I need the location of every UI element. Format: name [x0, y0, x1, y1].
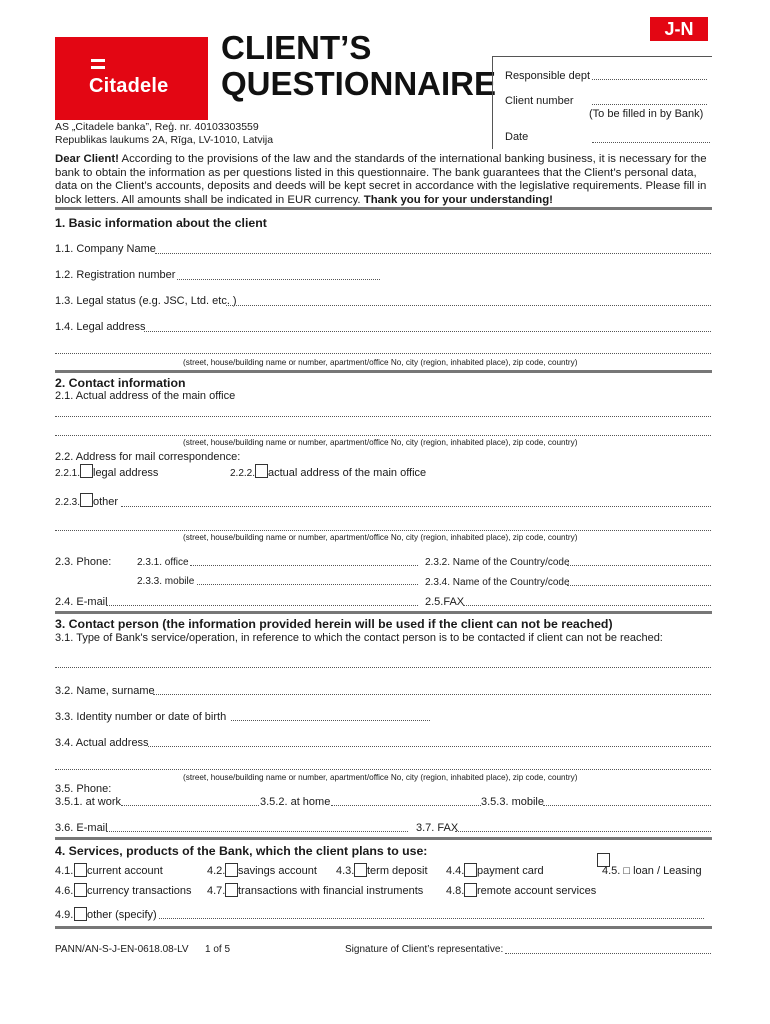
contact-address-field-2[interactable]	[55, 769, 711, 770]
mail-address-label: 2.2. Address for mail correspondence:	[55, 451, 241, 463]
actual-address-checkbox[interactable]	[255, 464, 268, 478]
bank-use-box-top	[492, 56, 712, 57]
form-code-badge: J-N	[650, 17, 708, 41]
service-item-num: 4.8.	[446, 885, 465, 897]
address-hint: (street, house/building name or number, apartment/office No, city (region, inhabited place), zip code, country)	[183, 438, 578, 447]
signature-field[interactable]	[505, 953, 711, 954]
service-item-num: 4.7.	[207, 885, 226, 897]
date-label: Date	[505, 131, 529, 143]
service-type-label: 3.1. Type of Bank's service/operation, in reference to which the contact person is to be contacted if client can not be reached:	[55, 632, 663, 644]
service-type-field[interactable]	[55, 667, 711, 668]
opt1-label: legal address	[93, 467, 159, 479]
service-item-num: 4.6.	[55, 885, 74, 897]
other-address-checkbox[interactable]	[80, 493, 93, 507]
service-item-num: 4.3.	[336, 865, 355, 877]
page-number: 1 of 5	[205, 944, 231, 955]
at-work-field[interactable]	[121, 805, 259, 806]
contact-mobile-label: 3.5.3. mobile	[481, 796, 544, 808]
email-field[interactable]	[106, 605, 418, 606]
citadele-logo	[55, 37, 208, 120]
contact-mobile-field[interactable]	[543, 805, 711, 806]
actual-address-field-2[interactable]	[55, 435, 711, 436]
remote-services-checkbox[interactable]	[464, 883, 477, 897]
opt2-number: 2.2.2.	[230, 468, 256, 479]
section-divider	[55, 207, 712, 210]
country-code2-field[interactable]	[567, 585, 711, 586]
company-name-field[interactable]	[155, 253, 711, 254]
address-hint: (street, house/building name or number, apartment/office No, city (region, inhabited place), zip code, country)	[183, 773, 578, 782]
contact-address-field[interactable]	[148, 746, 711, 747]
contact-email-field[interactable]	[106, 831, 408, 832]
section4-title: 4. Services, products of the Bank, which the client plans to use:	[55, 844, 428, 858]
bank-info	[55, 121, 273, 147]
responsible-dept-label: Responsible dept	[505, 70, 591, 82]
at-home-label: 3.5.2. at home	[260, 796, 331, 808]
section-divider	[55, 370, 712, 373]
currency-transactions-checkbox[interactable]	[74, 883, 87, 897]
bank-name: AS „Citadele banka”, Reģ. nr. 40103303559	[55, 121, 259, 133]
to-be-filled-note: (To be filled in by Bank)	[589, 108, 704, 120]
signature-label: Signature of Client’s representative:	[345, 944, 504, 955]
legal-status-label: 1.3. Legal status (e.g. JSC, Ltd. etc. )	[55, 295, 237, 307]
section2-title: 2. Contact information	[55, 376, 186, 390]
financial-instruments-checkbox[interactable]	[225, 883, 238, 897]
service-item-label: transactions with financial instruments	[238, 885, 424, 897]
legal-status-field[interactable]	[226, 305, 711, 306]
loan-label: 4.5. □ loan / Leasing	[602, 865, 702, 877]
client-number-label: Client number	[505, 95, 574, 107]
service-item-label: remote account services	[477, 885, 597, 897]
company-name-label: 1.1. Company Name	[55, 243, 156, 255]
service-item-num: 4.2.	[207, 865, 226, 877]
registration-number-label: 1.2. Registration number	[55, 269, 176, 281]
section-divider	[55, 926, 712, 929]
mobile-phone-field[interactable]	[197, 584, 418, 585]
responsible-dept-field[interactable]	[592, 79, 707, 80]
bank-address: Republikas laukums 2A, Rīga, LV-1010, Latvija	[55, 134, 274, 146]
contact-address-label: 3.4. Actual address	[55, 737, 149, 749]
other-service-field[interactable]	[159, 918, 704, 919]
service-item-label: payment card	[477, 865, 544, 877]
registration-number-field[interactable]	[177, 279, 380, 280]
email-label: 2.4. E-mail	[55, 596, 108, 608]
at-home-field[interactable]	[331, 805, 481, 806]
address-hint: (street, house/building name or number, apartment/office No, city (region, inhabited place), zip code, country)	[183, 533, 578, 542]
other-address-field-2[interactable]	[55, 530, 711, 531]
actual-address-label: 2.1. Actual address of the main office	[55, 390, 236, 402]
identity-label: 3.3. Identity number or date of birth	[55, 711, 227, 723]
service-item-label: current account	[87, 865, 163, 877]
opt3-label: other	[93, 496, 119, 508]
opt3-number: 2.2.3.	[55, 497, 81, 508]
country-code1-label: 2.3.2. Name of the Country/code	[425, 557, 570, 568]
service-item-label: savings account	[238, 865, 317, 877]
service-item-num: 4.1.	[55, 865, 74, 877]
fax-field[interactable]	[463, 605, 711, 606]
mobile-phone-label: 2.3.3. mobile	[137, 576, 195, 587]
service-item-label: term deposit	[367, 865, 428, 877]
client-number-field[interactable]	[592, 104, 707, 105]
other-service-label: other (specify)	[87, 909, 157, 921]
identity-field[interactable]	[231, 720, 430, 721]
service-item-label: currency transactions	[87, 885, 192, 897]
other-address-field[interactable]	[121, 506, 711, 507]
service-item-num: 4.4.	[446, 865, 465, 877]
office-phone-label: 2.3.1. office	[137, 557, 189, 568]
section3-title: 3. Contact person (the information provided herein will be used if the client can not be reached)	[55, 617, 613, 631]
date-field[interactable]	[592, 142, 710, 143]
opt2-label: actual address of the main office	[268, 467, 427, 479]
contact-name-label: 3.2. Name, surname	[55, 685, 155, 697]
contact-email-label: 3.6. E-mail	[55, 822, 108, 834]
address-hint: (street, house/building name or number, apartment/office No, city (region, inhabited place), zip code, country)	[183, 358, 578, 367]
opt1-number: 2.2.1.	[55, 468, 81, 479]
current-account-checkbox[interactable]	[74, 863, 87, 877]
phone-label: 2.3. Phone:	[55, 556, 112, 568]
country-code2-label: 2.3.4. Name of the Country/code	[425, 577, 570, 588]
legal-address-field[interactable]	[144, 331, 711, 332]
country-code1-field[interactable]	[567, 565, 711, 566]
page-title: CLIENT’S QUESTIONNAIRE	[221, 29, 497, 102]
section1-title: 1. Basic information about the client	[55, 216, 267, 230]
at-work-label: 3.5.1. at work	[55, 796, 122, 808]
intro-text: Dear Client! According to the provisions of the law and the standards of the international banking business, it is necessary for the bank to obtain the information as per questions listed in this questionnaire. The bank guarantees that the Client’s personal data, data on the Client’s accounts, deposits and deeds will be kept secret in accordance with the legislative requirements. Please fill in block letters. All amounts shall be indicated in EUR currency. Thank you for your understanding!	[55, 153, 707, 206]
bank-use-box-left	[492, 56, 493, 149]
legal-address-label: 1.4. Legal address	[55, 321, 146, 333]
savings-account-checkbox[interactable]	[225, 863, 238, 877]
logo-text: Citadele	[89, 75, 169, 97]
payment-card-checkbox[interactable]	[464, 863, 477, 877]
logo-bars-icon	[91, 59, 105, 73]
section-divider	[55, 611, 712, 614]
document-code: PANN/AN-S-J-EN-0618.08-LV	[55, 944, 189, 955]
contact-phone-label: 3.5. Phone:	[55, 783, 112, 795]
other-service-num: 4.9.	[55, 909, 74, 921]
term-deposit-checkbox[interactable]	[354, 863, 367, 877]
other-service-checkbox[interactable]	[74, 907, 87, 921]
contact-fax-label: 3.7. FAX	[416, 822, 459, 834]
office-phone-field[interactable]	[190, 565, 418, 566]
fax-label: 2.5.FAX	[425, 596, 465, 608]
legal-address-checkbox[interactable]	[80, 464, 93, 478]
contact-name-field[interactable]	[153, 694, 711, 695]
actual-address-field[interactable]	[55, 416, 711, 417]
legal-address-field-2[interactable]	[55, 353, 711, 354]
contact-fax-field[interactable]	[455, 831, 711, 832]
section-divider	[55, 837, 712, 840]
